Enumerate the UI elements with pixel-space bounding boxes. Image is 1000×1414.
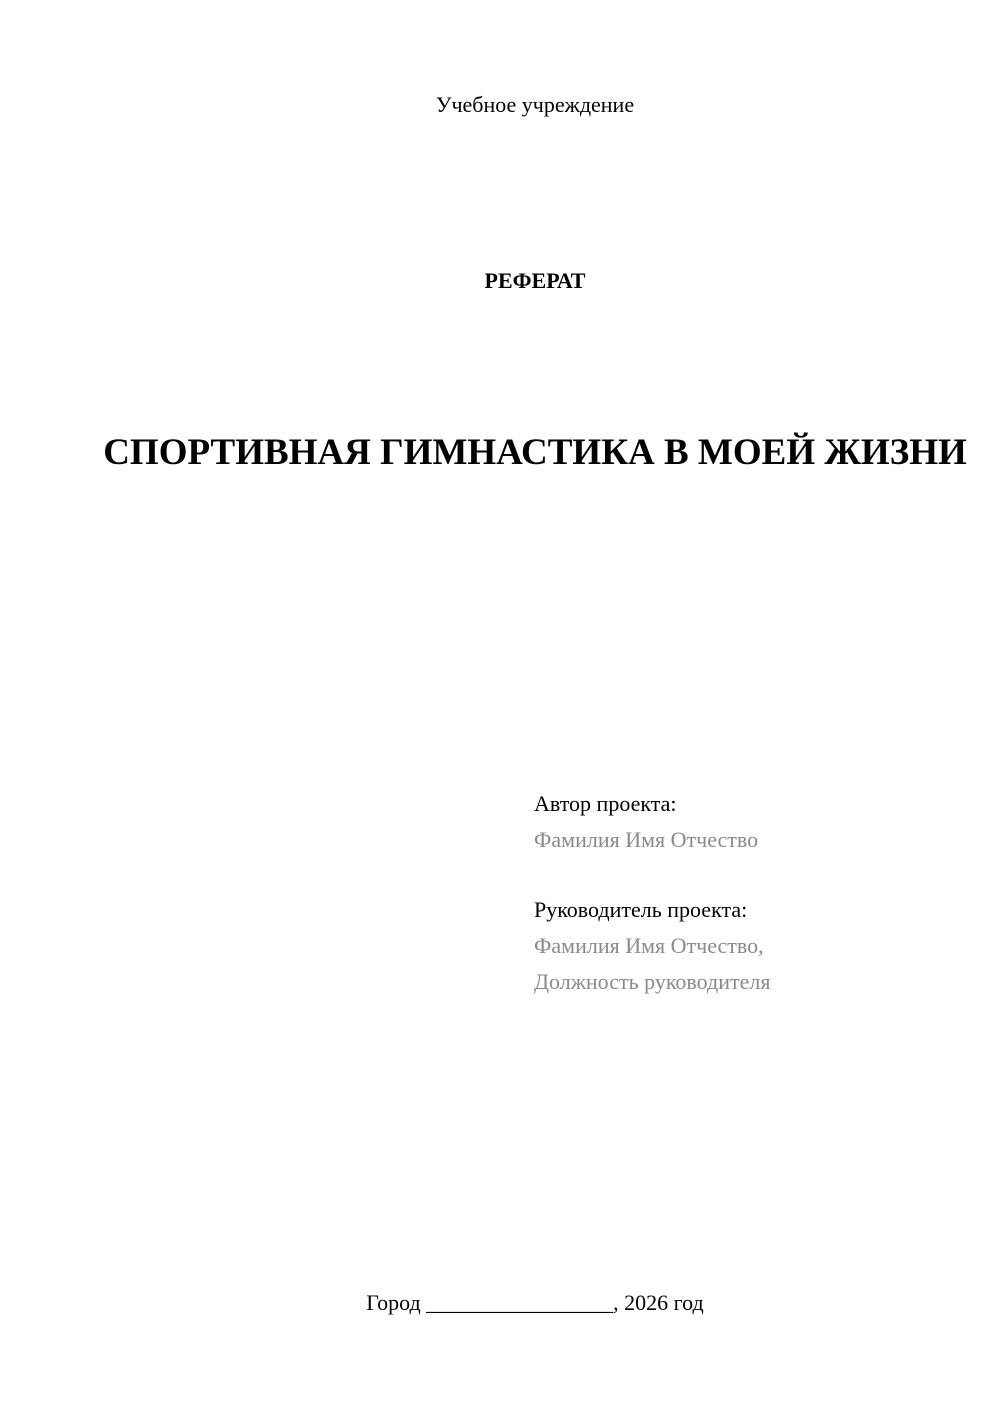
supervisor-name-placeholder: Фамилия Имя Отчество, [534, 933, 764, 958]
document-type: РЕФЕРАТ [484, 268, 586, 293]
institution-name: Учебное учреждение [435, 92, 635, 117]
credits-block [534, 786, 974, 1000]
author-name-placeholder: Фамилия Имя Отчество [534, 827, 759, 852]
author-label: Автор проекта: [534, 791, 677, 816]
document-title: СПОРТИВНАЯ ГИМНАСТИКА В МОЕЙ ЖИЗНИ [103, 432, 967, 473]
supervisor-label: Руководитель проекта: [534, 897, 748, 922]
city-year-line: Город _________________, 2026 год [366, 1290, 704, 1315]
credits-spacer [534, 858, 974, 892]
supervisor-position-placeholder: Должность руководителя [534, 969, 771, 994]
